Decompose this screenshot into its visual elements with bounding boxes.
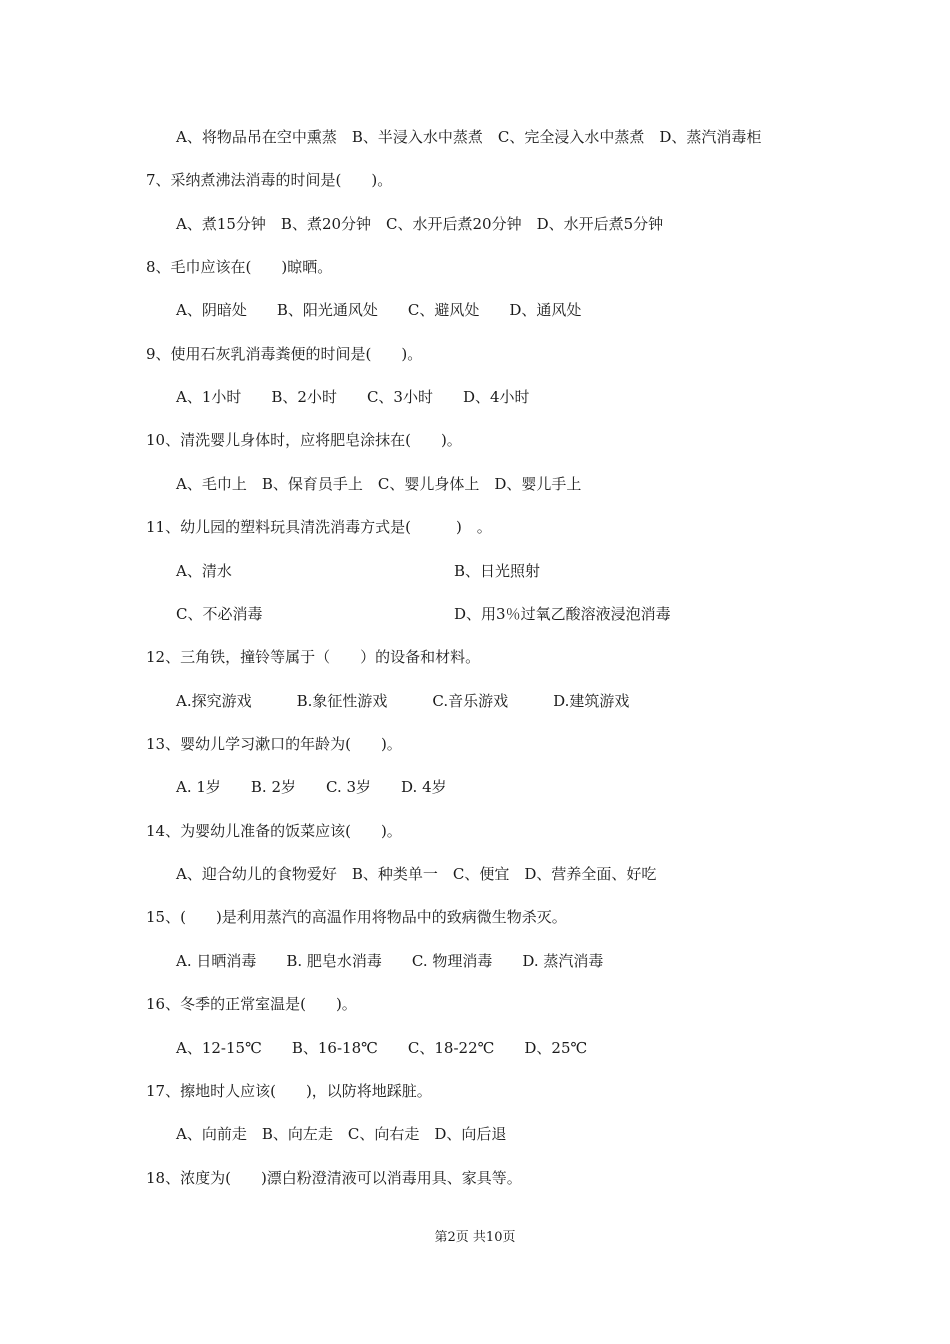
q15-text: 15、( )是利用蒸汽的高温作用将物品中的致病微生物杀灭。 (146, 908, 567, 926)
q10-text: 10、清洗婴儿身体时，应将肥皂涂抹在( )。 (146, 431, 462, 449)
q11-option-c: C、不必消毒 (176, 605, 263, 623)
q9-text: 9、使用石灰乳消毒粪便的时间是( )。 (146, 345, 423, 363)
q17-text: 17、擦地时人应该( )，以防将地踩脏。 (146, 1082, 432, 1100)
q13-text: 13、婴幼儿学习漱口的年龄为( )。 (146, 735, 402, 753)
q16-text: 16、冬季的正常室温是( )。 (146, 995, 357, 1013)
q15-options: A. 日晒消毒 B. 肥皂水消毒 C. 物理消毒 D. 蒸汽消毒 (176, 952, 604, 970)
q11-option-d: D、用3％过氧乙酸溶液浸泡消毒 (454, 605, 671, 623)
q12-text: 12、三角铁，撞铃等属于（ ）的设备和材料。 (146, 648, 481, 666)
q14-text: 14、为婴幼儿准备的饭菜应该( )。 (146, 822, 402, 840)
q8-options: A、阴暗处 B、阳光通风处 C、避风处 D、通风处 (176, 301, 582, 319)
q17-options: A、向前走 B、向左走 C、向右走 D、向后退 (176, 1125, 507, 1143)
q7-text: 7、采纳煮沸法消毒的时间是( )。 (146, 171, 393, 189)
q11-text: 11、幼儿园的塑料玩具清洗消毒方式是( ) 。 (146, 518, 492, 536)
page-footer: 第2页 共10页 (434, 1230, 516, 1245)
q9-options: A、1小时 B、2小时 C、3小时 D、4小时 (176, 388, 530, 406)
q16-options: A、12-15℃ B、16-18℃ C、18-22℃ D、25℃ (176, 1039, 588, 1057)
q18-text: 18、浓度为( )漂白粉澄清液可以消毒用具、家具等。 (146, 1169, 522, 1187)
q11-option-b: B、日光照射 (454, 562, 541, 580)
q11-option-a: A、清水 (176, 562, 232, 580)
q13-options: A. 1岁 B. 2岁 C. 3岁 D. 4岁 (176, 778, 447, 796)
q8-text: 8、毛巾应该在( )晾晒。 (146, 258, 333, 276)
q14-options: A、迎合幼儿的食物爱好 B、种类单一 C、便宜 D、营养全面、好吃 (176, 865, 657, 883)
q12-options: A.探究游戏 B.象征性游戏 C.音乐游戏 D.建筑游戏 (176, 692, 630, 710)
q10-options: A、毛巾上 B、保育员手上 C、婴儿身体上 D、婴儿手上 (176, 475, 582, 493)
q6-options: A、将物品吊在空中熏蒸 B、半浸入水中蒸煮 C、完全浸入水中蒸煮 D、蒸汽消毒柜 (176, 128, 762, 146)
q7-options: A、煮15分钟 B、煮20分钟 C、水开后煮20分钟 D、水开后煮5分钟 (176, 215, 664, 233)
